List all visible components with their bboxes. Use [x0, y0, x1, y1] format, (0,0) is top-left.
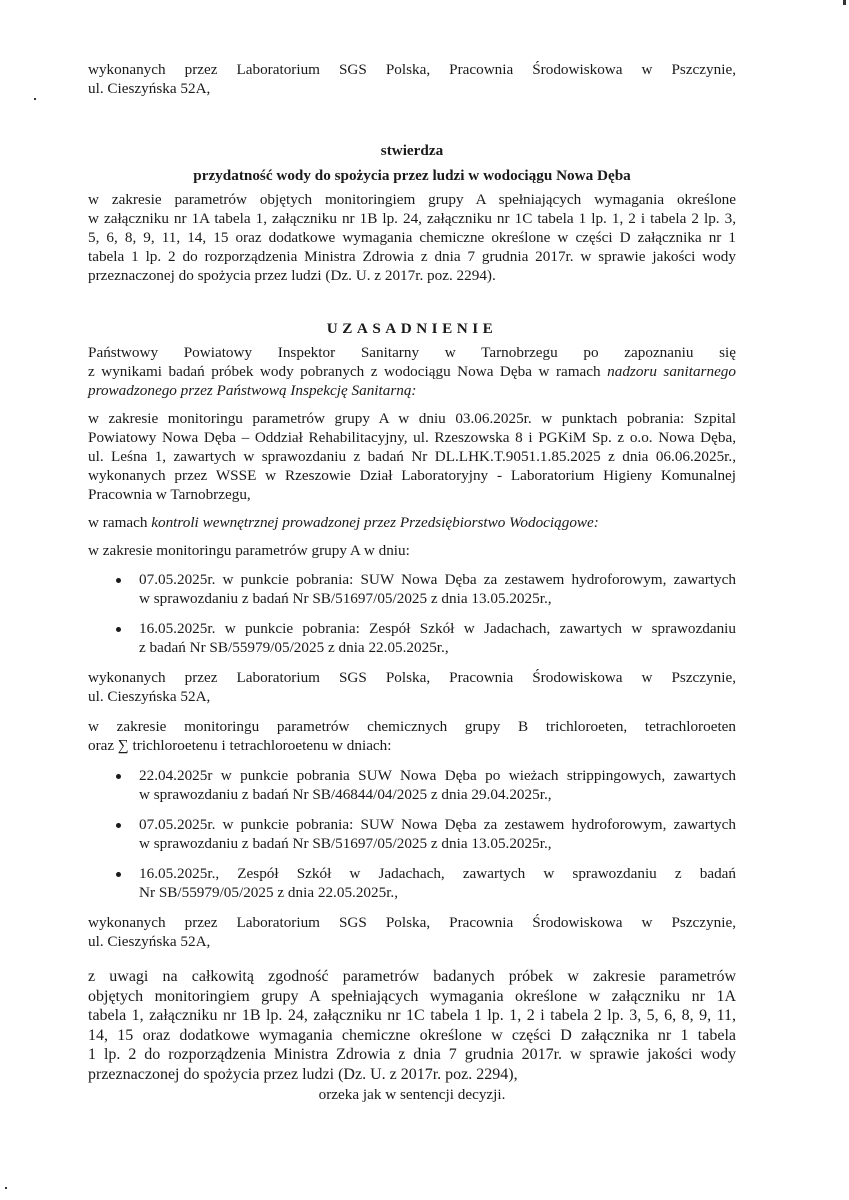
text-line: w zakresie monitoringu parametrów chemicznych grupy B trichloroeten, tetrachloroeten: [88, 718, 736, 735]
bullet-icon: [116, 578, 121, 583]
text-line: wykonanych przez Laboratorium SGS Polska, Pracownia Środowiskowa w Pszczynie,: [88, 669, 736, 686]
list-item: [88, 766, 736, 804]
text-line: Państwowy Powiatowy Inspektor Sanitarny w Tarnobrzegu po zapoznaniu się: [88, 344, 736, 361]
text-line: w sprawozdaniu z badań Nr SB/46844/04/2025 z dnia 29.04.2025r.,: [139, 786, 552, 803]
text-line: Nr SB/55979/05/2025 z dnia 22.05.2025r.,: [139, 884, 399, 901]
text-line: prowadzonego przez Państwową Inspekcję Sanitarną:: [88, 382, 417, 399]
monitoring-a-dates-intro: w zakresie monitoringu parametrów grupy A w dniu:: [88, 542, 410, 559]
text-line: w sprawozdaniu z badań Nr SB/51697/05/2025 z dnia 13.05.2025r.,: [139, 835, 552, 852]
monitoring-b-paragraph: [88, 717, 736, 755]
text-line: ul. Cieszyńska 52A,: [88, 933, 211, 950]
text-line: 22.04.2025r w punkcie pobrania SUW Nowa Dęba po wieżach strippingowych, zawartych: [139, 767, 736, 784]
text-line: wykonanych przez Laboratorium SGS Polska, Pracownia Środowiskowa w Pszczynie,: [88, 61, 736, 78]
text-line: tabela 1 lp. 2 do rozporządzenia Ministra Zdrowia z dnia 7 grudnia 2017r. w sprawie jakości wody: [88, 248, 736, 265]
scan-mark-top-right: [843, 0, 846, 5]
bullet-icon: [116, 823, 121, 828]
internal-control-line: [88, 513, 736, 532]
text-span: w ramach: [88, 514, 152, 531]
text-line: z uwagi na całkowitą zgodność parametrów badanych próbek w zakresie parametrów: [88, 968, 736, 985]
conclusion-paragraph: [88, 967, 736, 1084]
bullet-icon: [116, 872, 121, 877]
text-span-italic: nadzoru sanitarnego: [607, 363, 736, 380]
text-span-italic: kontroli wewnętrznej prowadzonej przez Przedsiębiorstwo Wodociągowe:: [151, 514, 599, 531]
monitoring-a-paragraph: [88, 409, 736, 504]
text-line: ul. Leśna 1, zawartych w sprawozdaniu z badań Nr DL.LHK.T.9051.1.85.2025 z dnia 06.06.2025r.,: [88, 448, 736, 465]
text-line: w załączniku nr 1A tabela 1, załączniku nr 1B lp. 24, załączniku nr 1C tabela 1 lp. 1, 2 i tabela 2 lp. 3,: [88, 210, 736, 227]
text-line: przeznaczonej do spożycia przez ludzi (Dz. U. z 2017r. poz. 2294).: [88, 267, 496, 284]
text-line: [88, 362, 736, 381]
heading-uzasadnienie: UZASADNIENIE: [326, 320, 498, 337]
text-line: Powiatowy Nowa Dęba – Oddział Rehabilitacyjny, ul. Rzeszowska 8 i PGKiM Sp. z o.o. Nowa Dęba,: [88, 429, 736, 446]
list-item: [88, 570, 736, 608]
lab-paragraph-3: [88, 913, 736, 951]
text-line: wykonanych przez WSSE w Rzeszowie Dział Laboratoryjny - Laboratorium Higieny Komunalnej: [88, 467, 736, 484]
text-line: przeznaczonej do spożycia przez ludzi (Dz. U. z 2017r. poz. 2294),: [88, 1065, 518, 1083]
list-item: [88, 619, 736, 657]
lab-paragraph-2: [88, 668, 736, 706]
text-line: ul. Cieszyńska 52A,: [88, 688, 211, 705]
text-line: 1 lp. 2 do rozporządzenia Ministra Zdrowia z dnia 7 grudnia 2017r. w sprawie jakości wody: [88, 1046, 736, 1063]
scope-paragraph: [88, 190, 736, 285]
text-line: oraz ∑ trichloroetenu i tetrachloroetenu w dniach:: [88, 737, 392, 754]
text-line: 16.05.2025r., Zespół Szkół w Jadachach, zawartych w sprawozdaniu z badań: [139, 865, 736, 882]
text-line: 5, 6, 8, 9, 11, 14, 15 oraz dodatkowe wymagania chemiczne określone w części D załącznika nr 1: [88, 229, 736, 246]
bullet-icon: [116, 627, 121, 632]
closing-line: orzeka jak w sentencji decyzji.: [318, 1086, 506, 1103]
list-item: [88, 815, 736, 853]
bullet-icon: [116, 774, 121, 779]
scan-mark-bottom-left: [5, 1187, 7, 1189]
text-line: objętych monitoringiem grupy A spełniających wymagania określone w załączniku nr 1A: [88, 987, 736, 1005]
scan-mark-left: [34, 98, 36, 100]
heading-stwierdza: stwierdza: [380, 142, 444, 159]
lab-paragraph-top: [88, 60, 736, 98]
text-line: w zakresie monitoringu parametrów grupy A w dniu 03.06.2025r. w punktach pobrania: Szpital: [88, 410, 736, 427]
text-line: Pracownia w Tarnobrzegu,: [88, 486, 251, 503]
text-line: w zakresie parametrów objętych monitoringiem grupy A spełniających wymagania określone: [88, 191, 736, 208]
text-line: 14, 15 oraz dodatkowe wymagania chemiczne określone w części D załącznika nr 1 tabela: [88, 1026, 736, 1044]
document-page: [88, 60, 736, 1104]
bullet-list-b: [88, 766, 736, 902]
text-span: z wynikami badań próbek wody pobranych z wodociągu Nowa Dęba w ramach: [88, 363, 608, 380]
list-item: [88, 864, 736, 902]
heading-przydatnosc: przydatność wody do spożycia przez ludzi w wodociągu Nowa Dęba: [193, 167, 631, 184]
text-line: ul. Cieszyńska 52A,: [88, 80, 211, 97]
text-line: 07.05.2025r. w punkcie pobrania: SUW Nowa Dęba za zestawem hydroforowym, zawartych: [139, 571, 736, 588]
inspector-paragraph: [88, 343, 736, 400]
bullet-list-a: [88, 570, 736, 657]
text-line: 16.05.2025r. w punkcie pobrania: Zespół Szkół w Jadachach, zawartych w sprawozdaniu: [139, 620, 736, 637]
text-line: 07.05.2025r. w punkcie pobrania: SUW Nowa Dęba za zestawem hydroforowym, zawartych: [139, 816, 736, 833]
text-line: z badań Nr SB/55979/05/2025 z dnia 22.05.2025r.,: [139, 639, 449, 656]
text-line: w sprawozdaniu z badań Nr SB/51697/05/2025 z dnia 13.05.2025r.,: [139, 590, 552, 607]
text-line: wykonanych przez Laboratorium SGS Polska, Pracownia Środowiskowa w Pszczynie,: [88, 914, 736, 931]
text-line: tabela 1, załączniku nr 1B lp. 24, załączniku nr 1C tabela 1 lp. 1, 2 i tabela 2 lp. 3, 5, 6, 8, 9, 11,: [88, 1007, 736, 1024]
